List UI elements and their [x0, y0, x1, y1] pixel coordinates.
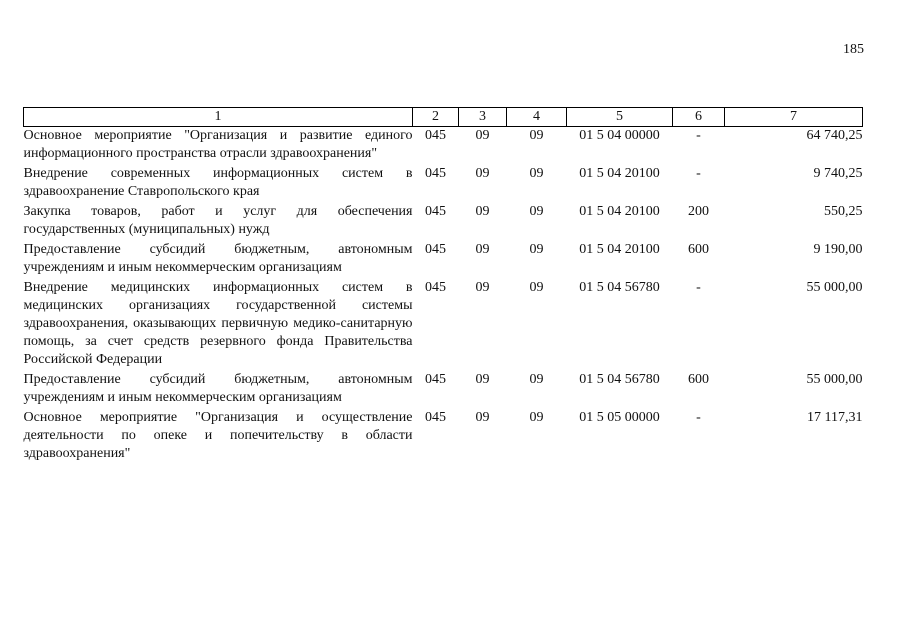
- row-code-6: -: [696, 410, 701, 425]
- row-description: Основное мероприятие "Организация и развитие единого информационного пространства отрасли здравоохранения": [23, 128, 413, 161]
- row-amount: 55 000,00: [806, 280, 863, 295]
- row-amount: 9 740,25: [813, 166, 863, 181]
- row-code-5: 01 5 05 00000: [579, 410, 660, 425]
- row-code-5: 01 5 04 56780: [579, 280, 660, 295]
- row-code-2: 045: [425, 128, 446, 143]
- row-code-3: 09: [475, 242, 490, 257]
- table-row: [24, 279, 863, 371]
- row-amount: 9 190,00: [813, 242, 863, 257]
- row-description: Предоставление субсидий бюджетным, автономным учреждениям и иным некоммерческим организациям: [23, 242, 413, 275]
- row-code-4: 09: [529, 204, 544, 219]
- header-col-4: 4: [507, 108, 567, 127]
- row-code-4: 09: [529, 372, 544, 387]
- row-code-3: 09: [475, 128, 490, 143]
- row-description: Внедрение современных информационных систем в здравоохранение Ставропольского края: [23, 166, 413, 199]
- row-code-5: 01 5 04 20100: [579, 242, 660, 257]
- header-col-6: 6: [673, 108, 725, 127]
- row-code-5: 01 5 04 20100: [579, 204, 660, 219]
- row-code-6: -: [696, 166, 701, 181]
- row-code-6: -: [696, 280, 701, 295]
- row-code-5: 01 5 04 00000: [579, 128, 660, 143]
- row-code-2: 045: [425, 166, 446, 181]
- row-code-2: 045: [425, 372, 446, 387]
- header-col-3: 3: [459, 108, 507, 127]
- row-code-2: 045: [425, 410, 446, 425]
- header-col-2: 2: [413, 108, 459, 127]
- budget-table: [23, 107, 863, 465]
- table-row: [24, 203, 863, 241]
- row-code-3: 09: [475, 204, 490, 219]
- row-code-5: 01 5 04 56780: [579, 372, 660, 387]
- row-code-6: 600: [688, 242, 709, 257]
- row-code-3: 09: [475, 280, 490, 295]
- row-description: Предоставление субсидий бюджетным, автономным учреждениям и иным некоммерческим организациям: [23, 372, 413, 405]
- table-row: [24, 409, 863, 465]
- header-col-7: 7: [725, 108, 863, 127]
- row-code-3: 09: [475, 166, 490, 181]
- row-description: Основное мероприятие "Организация и осуществление деятельности по опеке и попечительству в области здравоохранения": [23, 410, 413, 461]
- table-row: [24, 127, 863, 166]
- row-code-2: 045: [425, 204, 446, 219]
- page-number: 185: [843, 42, 864, 57]
- row-code-3: 09: [475, 372, 490, 387]
- row-amount: 17 117,31: [807, 410, 863, 425]
- table-row: [24, 241, 863, 279]
- row-code-4: 09: [529, 128, 544, 143]
- row-code-6: -: [696, 128, 701, 143]
- row-code-6: 200: [688, 204, 709, 219]
- header-col-5: 5: [567, 108, 673, 127]
- table-row: [24, 165, 863, 203]
- header-row: [24, 108, 863, 127]
- table-row: [24, 371, 863, 409]
- row-code-4: 09: [529, 242, 544, 257]
- header-col-1: 1: [24, 108, 413, 127]
- row-code-2: 045: [425, 280, 446, 295]
- row-code-4: 09: [529, 166, 544, 181]
- row-code-4: 09: [529, 280, 544, 295]
- row-amount: 64 740,25: [806, 128, 863, 143]
- row-description: Закупка товаров, работ и услуг для обеспечения государственных (муниципальных) нужд: [23, 204, 413, 237]
- row-description: Внедрение медицинских информационных систем в медицинских организациях государственной системы здравоохранения, оказывающих первичную медико-санитарную помощь, за счет средств резервного фонда Правительства Российской Федерации: [23, 280, 413, 367]
- row-code-2: 045: [425, 242, 446, 257]
- row-amount: 55 000,00: [806, 372, 863, 387]
- row-code-5: 01 5 04 20100: [579, 166, 660, 181]
- row-code-3: 09: [475, 410, 490, 425]
- row-code-4: 09: [529, 410, 544, 425]
- row-amount: 550,25: [824, 204, 863, 219]
- row-code-6: 600: [688, 372, 709, 387]
